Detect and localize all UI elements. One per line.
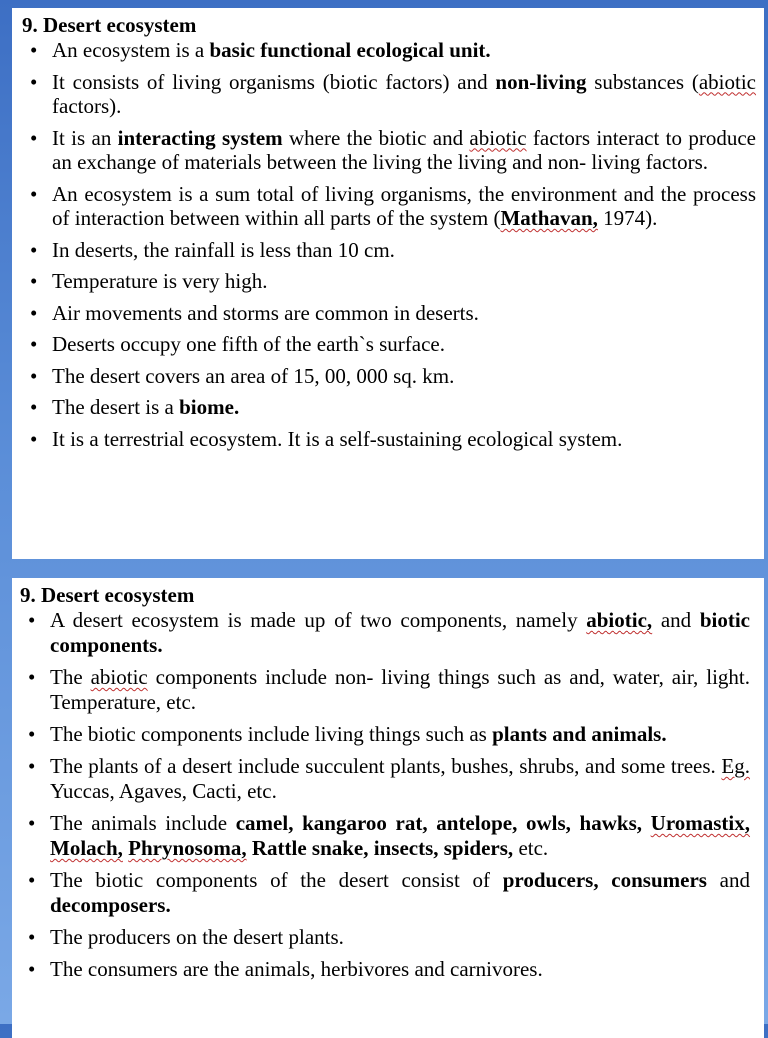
bullet-text-run: and <box>652 608 700 632</box>
bullet-text-run: non-living <box>495 69 587 94</box>
bullet-text-run: producers, consumers <box>502 868 707 892</box>
bullet-text-run: Air movements and storms are common in deserts. <box>52 300 479 325</box>
bullet-item <box>22 301 756 326</box>
bullet-item <box>22 182 756 231</box>
bullet-text-run: Uromastix, <box>650 811 751 835</box>
bullet-text-run: 1974). <box>597 206 658 230</box>
bullet-text-run: Rattle snake, insects, spiders, <box>246 836 514 860</box>
bullet-text-run: A desert ecosystem is made up of two components, namely <box>50 608 587 632</box>
bullet-item <box>20 868 750 918</box>
bullet-text-run: decomposers. <box>50 893 171 917</box>
bullet-item <box>20 957 750 982</box>
bullet-text-run: etc. <box>513 836 549 860</box>
bullet-text-run: camel, kangaroo rat, antelope, owls, hawks, <box>235 811 651 835</box>
bullet-item <box>22 38 756 63</box>
bullet-item <box>22 364 756 389</box>
bullet-text-run: plants and animals. <box>492 722 667 746</box>
bullet-text-run: biotic components. <box>50 608 750 657</box>
bullet-text-run: In deserts, the rainfall is less than 10 cm. <box>52 237 395 262</box>
bullet-item <box>20 811 750 861</box>
bullet-text-run: The desert is a <box>52 395 180 419</box>
bullet-text-run: The producers on the desert plants. <box>50 925 344 949</box>
bullet-item <box>22 395 756 420</box>
bullet-text-run: It consists of living organisms (biotic factors) and <box>52 69 496 94</box>
bullet-text-run: where the biotic and <box>282 125 470 150</box>
bullet-text-run: and <box>706 868 750 892</box>
bullet-text-run: Deserts occupy one fifth of the earth`s surface. <box>52 332 446 356</box>
bullet-text-run: Temperature is very high. <box>52 269 268 293</box>
bullet-text-run: The consumers are the animals, herbivores and carnivores. <box>50 957 543 981</box>
bullet-text-run: abiotic, <box>586 608 653 632</box>
bullet-text-run: substances ( <box>586 69 699 94</box>
slide-2-bullet-list <box>20 608 750 982</box>
bullet-text-run: The biotic components of the desert consist of <box>50 868 503 892</box>
bullet-text-run: basic functional ecological unit. <box>209 38 491 62</box>
bullet-text-run: Phrynosoma, <box>128 836 247 860</box>
bullet-text-run: The biotic components include living things such as <box>50 722 493 746</box>
bullet-item <box>22 332 756 357</box>
bullet-item <box>22 269 756 294</box>
bullet-text-run: Molach, <box>50 836 123 860</box>
bullet-text-run: It is an <box>52 125 118 150</box>
bullet-item <box>20 722 750 747</box>
bullet-text-run: An ecosystem is a <box>52 38 210 62</box>
bullet-text-run: abiotic <box>469 125 527 150</box>
bullet-text-run: Eg. <box>721 754 750 778</box>
bullet-text-run: components include non- living things such as and, water, air, light. Temperature, etc. <box>50 665 750 714</box>
bullet-text-run: The plants of a desert include succulent plants, bushes, shrubs, and some trees. <box>50 754 722 778</box>
bullet-item <box>22 126 756 175</box>
bullet-text-run: interacting system <box>117 125 283 150</box>
slide-2 <box>12 578 764 1038</box>
bullet-item <box>20 925 750 950</box>
bullet-text-run: Yuccas, Agaves, Cacti, etc. <box>50 779 277 803</box>
slide-2-title: 9. Desert ecosystem <box>20 583 195 607</box>
slide-1-title: 9. Desert ecosystem <box>22 13 197 37</box>
bullet-text-run: factors). <box>52 94 122 118</box>
bullet-text-run: factors interact to produce an exchange of materials between the living the living and non- living factors. <box>52 125 756 174</box>
bullet-item <box>20 608 750 658</box>
bullet-item <box>22 70 756 119</box>
bullet-text-run: abiotic <box>90 665 148 689</box>
bullet-text-run: The animals include <box>50 811 236 835</box>
bullet-text-run: It is a terrestrial ecosystem. It is a self-sustaining ecological system. <box>52 426 623 451</box>
bullet-item <box>20 665 750 715</box>
bullet-text-run: The desert covers an area of 15, 00, 000 sq. km. <box>52 363 455 388</box>
bullet-text-run: An ecosystem is a sum total of living organisms, the environment and the process of interaction between within all parts of the system ( <box>52 181 756 230</box>
bullet-item <box>20 754 750 804</box>
slide-1 <box>12 8 764 559</box>
bullet-text-run: Mathavan, <box>500 206 598 230</box>
bullet-text-run: abiotic <box>698 69 757 94</box>
bullet-item <box>22 238 756 263</box>
bullet-text-run: The <box>50 665 91 689</box>
bullet-item <box>22 427 756 452</box>
bullet-text-run: biome. <box>179 395 240 419</box>
slide-1-bullet-list <box>22 38 756 451</box>
